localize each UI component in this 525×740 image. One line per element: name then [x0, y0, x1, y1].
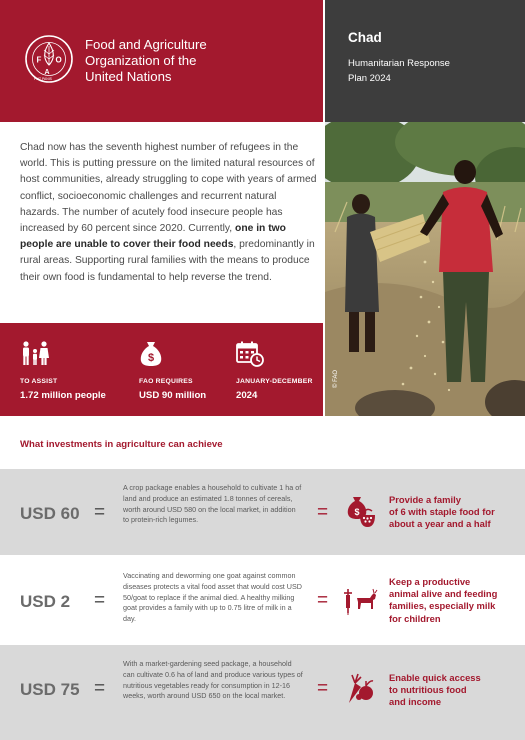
logo-letter-f: F: [36, 55, 42, 65]
intro-highlight: one in two people are unable to cover their food needs: [20, 223, 286, 251]
investment-row-goat: [0, 557, 525, 643]
outcome-line: about a year and a half: [389, 518, 491, 530]
investment-outcome: [389, 494, 517, 531]
investment-description: A crop package enables a household to cultivate 1 ha of land and produce an estimated 1.8 tonnes of cereals, worth around USD 580 on the local market, in addition to protein-rich legumes.: [123, 483, 302, 525]
org-name-line: Food and Agriculture: [85, 37, 207, 52]
logo-ring-text: FIAT PANIS: [34, 77, 52, 81]
stat-label: TO ASSIST: [20, 378, 58, 385]
stat-label: JANUARY-DECEMBER: [236, 378, 313, 385]
outcome-line: of 6 with staple food for: [389, 506, 495, 518]
plan-line: Humanitarian Response: [348, 58, 450, 69]
equals-sign: =: [94, 678, 106, 699]
stat-value: 2024: [236, 390, 258, 401]
harvest-photo-illustration: [325, 122, 525, 416]
section-title: What investments in agriculture can achieve: [20, 439, 223, 450]
outcome-line: families, especially milk: [389, 600, 496, 612]
outcome-line: Enable quick access: [389, 672, 481, 683]
outcome-line: for children: [389, 612, 441, 624]
investment-description: Vaccinating and deworming one goat against common diseases protects a vital food asset that would cost USD 50/goat to replace if the animal died. A healthy milking goat provides a family with up to 0.75 litre of milk in a day.: [123, 571, 302, 624]
outcome-line: animal alive and feeding: [389, 588, 498, 600]
stat-value: USD 90 million: [139, 390, 207, 401]
outcome-line: Keep a productive: [389, 576, 471, 587]
equals-sign: =: [317, 678, 329, 699]
investment-amount: USD 60: [20, 504, 80, 523]
country-title: Chad: [348, 30, 382, 45]
outcome-line: and income: [389, 696, 442, 708]
svg-text:$: $: [147, 352, 155, 364]
equals-sign: =: [94, 502, 106, 523]
outcome-line: to nutritious food: [389, 684, 467, 696]
vegetables-icon: [345, 669, 375, 705]
key-figures-band: [0, 323, 323, 416]
org-name: [85, 37, 207, 85]
org-name-line: Organization of the: [85, 53, 197, 68]
intro-text: , predominantly in rural areas. Supporting rural families with the means to produce their own food is fundamental to help reverse the trend.: [20, 239, 315, 283]
investment-row-vegetables: [0, 645, 525, 740]
fao-logo-icon: [24, 34, 74, 84]
stat-value: 1.72 million people: [20, 390, 106, 401]
intro-text: Chad now has the seventh highest number of refugees in the world. This is putting pressure on the limited natural resources of host communities, already struggling to cope with years of armed conflict, socioeconomic challenges and recurrent natural hazards. The number of acutely food insecure people has increased by 60 percent since 2020. Currently,: [20, 142, 317, 235]
org-name-line: United Nations: [85, 69, 172, 84]
harvest-photo: [325, 122, 525, 416]
calendar-icon: [236, 341, 264, 367]
outcome-line: Provide a family: [389, 494, 461, 505]
money-bag-icon: [139, 341, 163, 367]
syringe-goat-icon: [343, 587, 379, 617]
plan-subtitle: [348, 56, 450, 86]
people-icon: [20, 341, 50, 367]
equals-sign: =: [317, 590, 329, 611]
investment-amount: USD 2: [20, 592, 71, 611]
crop-package-icon: [343, 495, 377, 529]
investment-outcome: [389, 672, 517, 709]
stat-label: FAO REQUIRES: [139, 378, 193, 385]
header: [0, 0, 525, 122]
photo-credit: © FAO: [333, 369, 339, 388]
svg-text:$: $: [354, 507, 360, 517]
header-brand-panel: [0, 0, 323, 122]
investment-description: With a market-gardening seed package, a household can cultivate 0.6 ha of land and produce various types of nutritious vegetables ready for consumption in 12-16 weeks, worth around USD 650 on the local market.: [123, 659, 303, 701]
logo-letter-o: O: [55, 55, 62, 65]
investment-outcome: [389, 576, 517, 625]
logo-letter-a: A: [44, 69, 50, 76]
plan-line: Plan 2024: [348, 73, 391, 84]
equals-sign: =: [94, 590, 106, 611]
header-plan-panel: [325, 0, 525, 122]
intro-paragraph: [20, 140, 318, 286]
investment-amount: USD 75: [20, 680, 80, 699]
equals-sign: =: [317, 502, 329, 523]
investment-row-crop: [0, 469, 525, 555]
